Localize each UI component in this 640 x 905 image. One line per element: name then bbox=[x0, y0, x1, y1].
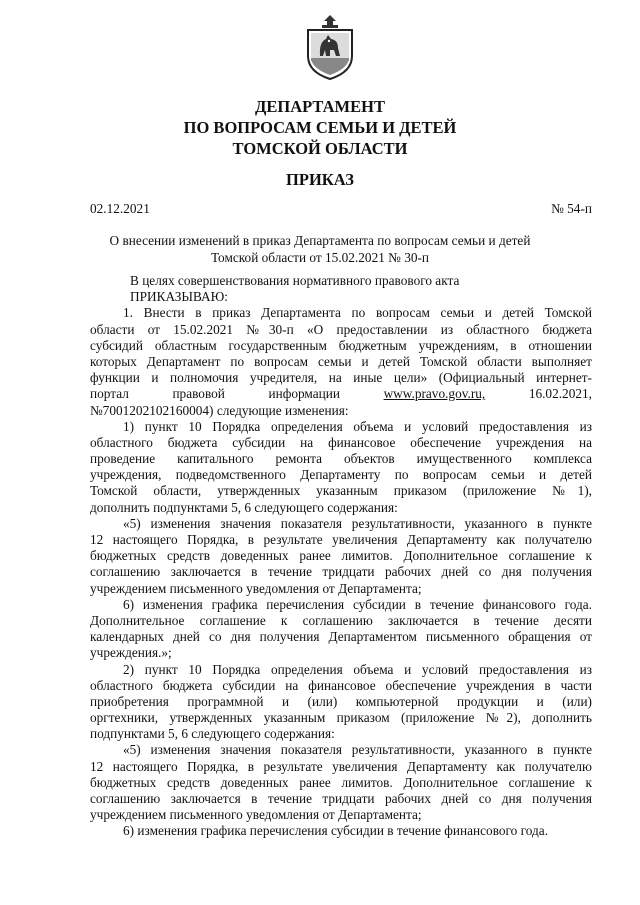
text-line: календарных дней со дня получения Департаментом письменного обращения от bbox=[90, 629, 592, 645]
order-body bbox=[90, 273, 592, 840]
text-line: приобретения программной и (или) компьютерной продукции и (или) bbox=[90, 693, 592, 709]
text-line: которых Департамент по вопросам семьи и детей Томской области выполняет bbox=[90, 353, 592, 369]
text-line: бюджетных средств доведенных ранее лимитов. Дополнительное соглашение к bbox=[90, 774, 592, 790]
text-line: №7001202102160004) следующие изменения: bbox=[90, 402, 349, 418]
text-line: 6) изменения графика перечисления субсидии в течение финансового года. bbox=[123, 823, 549, 839]
text-line: учреждением письменного уведомления от Департамента; bbox=[90, 807, 422, 823]
text-line: учреждения.»; bbox=[90, 645, 172, 661]
text-line: 1) пункт 10 Порядка определения объема и условий предоставления из bbox=[123, 418, 592, 434]
text-line: В целях совершенствования нормативного правового акта bbox=[130, 273, 460, 288]
text-line bbox=[90, 386, 592, 402]
pravo-link[interactable]: www.pravo.gov.ru, bbox=[383, 386, 486, 402]
text-line: подпунктами 5, 6 следующего содержания: bbox=[90, 726, 335, 742]
order-subject bbox=[100, 232, 540, 266]
text-line: 6) изменения графика перечисления субсидии в течение финансового года. bbox=[123, 596, 592, 612]
text-line: Дополнительное соглашение к соглашению заключается в течение десяти bbox=[90, 612, 592, 628]
text-line: функции и полномочия учредителя, на иные цели» (Официальный интернет- bbox=[90, 370, 592, 386]
text-word: информации bbox=[268, 386, 340, 402]
department-line: ДЕПАРТАМЕНТ bbox=[255, 97, 385, 116]
text-line: соглашению заключается в течение тридцати рабочих дней со дня получения bbox=[90, 791, 592, 806]
text-line: областного бюджета субсидии на финансовое обеспечение учреждения на bbox=[90, 434, 592, 450]
text-line: соглашению заключается в течение тридцати рабочих дней со дня получения bbox=[90, 564, 592, 580]
text-line: субсидий областным государственным бюджетным учреждениям, в отношении bbox=[90, 337, 592, 353]
text-line: Томской области, утвержденных указанным приказом (приложение №1), bbox=[90, 483, 592, 499]
text-line: 12 настоящего Порядка, в результате увеличения Департаменту как получателю bbox=[90, 758, 592, 774]
text-line: 12 настоящего Порядка, в результате увеличения Департаменту как получателю bbox=[90, 532, 592, 547]
text-word: 16.02.2021, bbox=[528, 386, 592, 402]
document-type: ПРИКАЗ bbox=[286, 170, 354, 189]
text-line: проведение капитального ремонта объектов имущественного комплекса bbox=[90, 451, 592, 467]
department-line: ПО ВОПРОСАМ СЕМЬИ И ДЕТЕЙ bbox=[183, 118, 457, 137]
text-line: «5) изменения значения показателя результативности, указанного в пункте bbox=[123, 742, 592, 758]
text-word: портал bbox=[90, 386, 129, 402]
order-number: № 54-п bbox=[551, 201, 592, 216]
text-word: правовой bbox=[172, 386, 225, 402]
text-line: области от 15.02.2021 №30-п «О предоставлении из областного бюджета bbox=[90, 321, 592, 337]
text-line: дополнить подпунктами 5, 6 следующего содержания: bbox=[90, 499, 398, 515]
text-line: учреждения, подведомственного Департаменту по вопросам семьи и детей bbox=[90, 467, 592, 483]
department-line: ТОМСКОЙ ОБЛАСТИ bbox=[232, 139, 408, 158]
text-line: 1. Внести в приказ Департамента по вопросам семьи и детей Томской bbox=[123, 305, 592, 321]
department-name bbox=[0, 96, 640, 159]
text-line: оргтехники, утвержденных указанным приказом (приложение №2), дополнить bbox=[90, 710, 592, 726]
coat-of-arms-icon bbox=[300, 12, 360, 82]
text-line: областного бюджета субсидии на финансовое обеспечение учреждения в части bbox=[90, 677, 592, 693]
subject-line: О внесении изменений в приказ Департамента по вопросам семьи и детей bbox=[109, 233, 531, 248]
text-line: учреждением письменного уведомления от Департамента; bbox=[90, 580, 422, 596]
order-date: 02.12.2021 bbox=[90, 201, 150, 216]
text-line: «5) изменения значения показателя результативности, указанного в пункте bbox=[123, 515, 592, 531]
text-line: 2) пункт 10 Порядка определения объема и условий предоставления из bbox=[123, 661, 592, 677]
subject-line: Томской области от 15.02.2021 № 30-п bbox=[210, 250, 430, 265]
text-line: бюджетных средств доведенных ранее лимитов. Дополнительное соглашение к bbox=[90, 548, 592, 564]
order-command: ПРИКАЗЫВАЮ: bbox=[130, 289, 228, 305]
